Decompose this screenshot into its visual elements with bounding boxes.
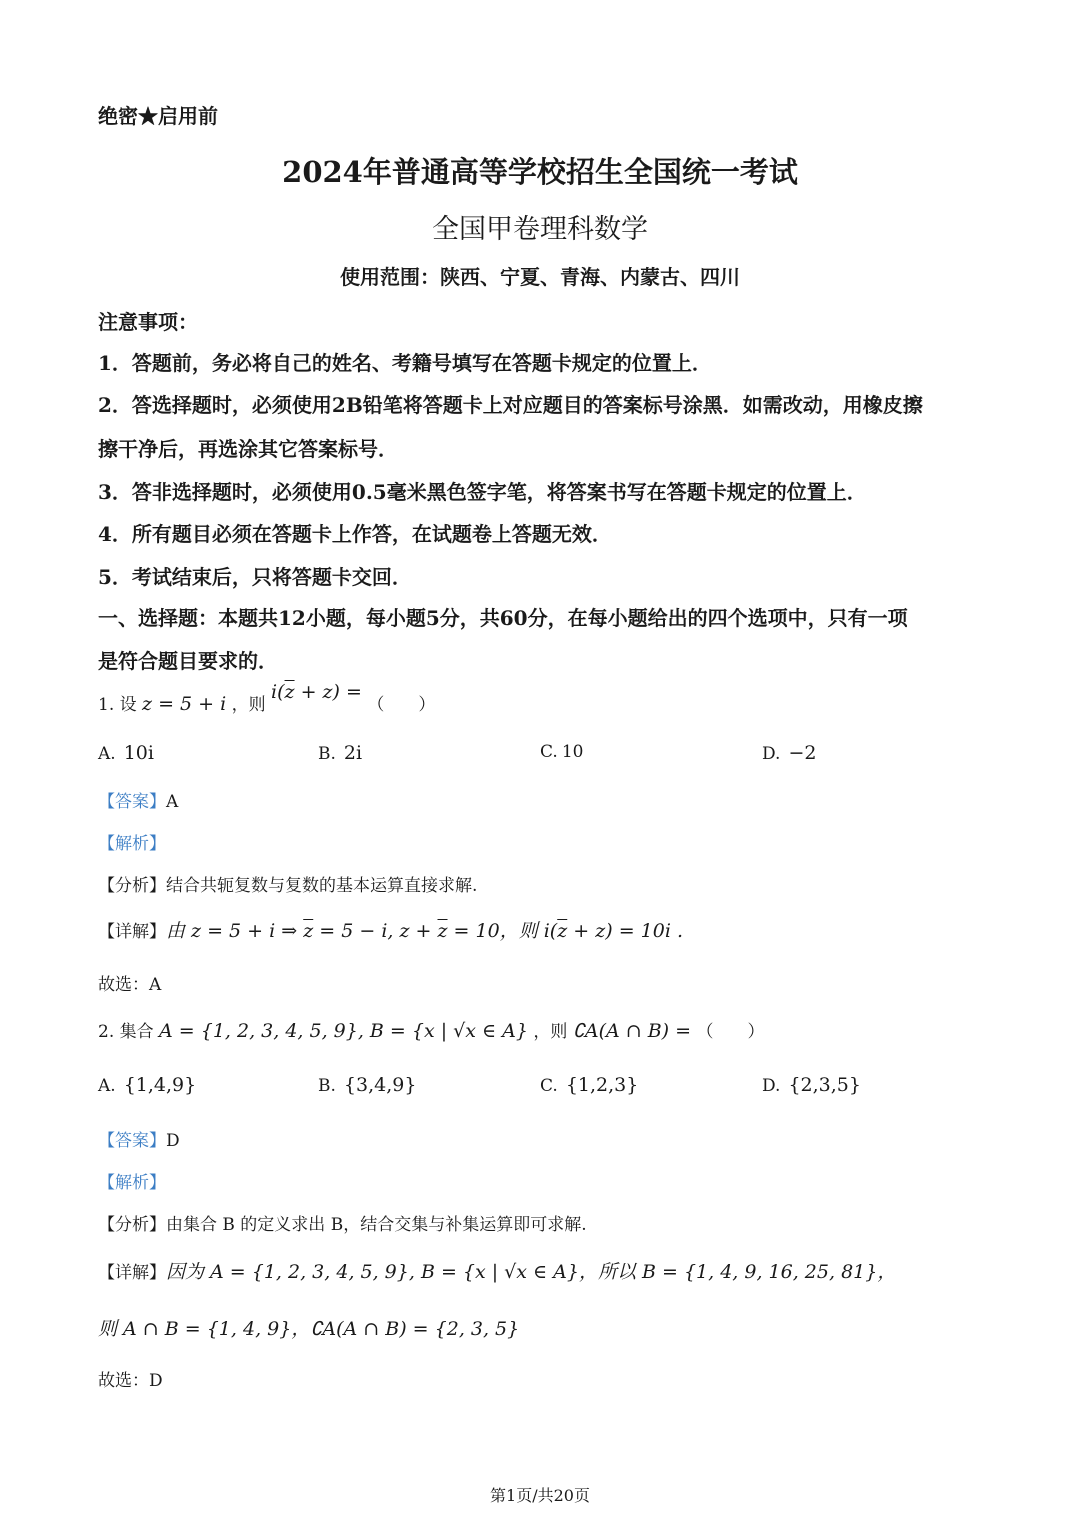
q2-option-d: D. {2,3,5} xyxy=(762,1074,861,1096)
q1-option-a: A. 10i xyxy=(98,742,154,764)
q2-option-a: A. {1,4,9} xyxy=(98,1074,197,1096)
exam-title: 2024年普通高等学校招生全国统一考试 xyxy=(282,155,798,189)
q2-option-c: C. {1,2,3} xyxy=(540,1074,639,1096)
q2-answer: 【答案】D xyxy=(98,1131,180,1151)
q1-detail: 【详解】由 z = 5 + i ⇒ $\overline{z} = 5 - i$, $z + \overline{z} = 10$，则 $i(\overline{z} + z) = 10i$ . xyxy=(98,920,684,942)
notice-item: 擦干净后，再选涂其它答案标号． xyxy=(98,437,398,461)
q2-analysis-tag: 【解析】 xyxy=(98,1173,166,1193)
q2-detail-line1: 【详解】因为 A = {1, 2, 3, 4, 5, 9}, B = {x | √x ∈ A}，所以 B = {1, 4, 9, 16, 25, 81}， xyxy=(98,1261,897,1283)
q2-choose: 故选：D xyxy=(98,1371,163,1391)
q2-detail-line2: 则 A ∩ B = {1, 4, 9}，∁A(A ∩ B) = {2, 3, 5} xyxy=(98,1318,520,1340)
q1-option-c: C. 10 xyxy=(540,742,584,762)
q1-answer: 【答案】A xyxy=(98,792,179,812)
q2-option-b: B. {3,4,9} xyxy=(318,1074,417,1096)
secret-label: 绝密★启用前 xyxy=(98,104,218,128)
q1-option-d: D. −2 xyxy=(762,742,817,764)
q1-prefix: 1. 设 xyxy=(98,695,137,715)
q2-fenxi: 【分析】由集合 B 的定义求出 B，结合交集与补集运算即可求解. xyxy=(98,1215,587,1235)
notice-item: 2．答选择题时，必须使用2B铅笔将答题卡上对应题目的答案标号涂黑．如需改动，用橡皮擦 xyxy=(98,393,923,417)
q1-analysis-tag: 【解析】 xyxy=(98,834,166,854)
question-2-stem: 2. 集合 A = {1, 2, 3, 4, 5, 9}, B = {x | √x ∈ A} ，则 ∁A(A ∩ B) = （ ） xyxy=(98,1020,765,1042)
notice-item: 1．答题前，务必将自己的姓名、考籍号填写在答题卡规定的位置上． xyxy=(98,351,712,375)
page-footer: 第1页/共20页 xyxy=(490,1486,590,1505)
notice-item: 5．考试结束后，只将答题卡交回． xyxy=(98,565,412,589)
q1-blank: （ ） xyxy=(367,695,436,715)
q1-given: z = 5 + i xyxy=(142,693,227,715)
notice-item: 3．答非选择题时，必须使用0.5毫米黑色签字笔，将答案书写在答题卡规定的位置上． xyxy=(98,480,867,504)
q1-mid: ，则 xyxy=(231,695,266,715)
q1-choose: 故选：A xyxy=(98,975,162,995)
question-1-stem xyxy=(98,681,436,715)
section-heading-cont: 是符合题目要求的． xyxy=(98,649,278,673)
scope-line: 使用范围：陕西、宁夏、青海、内蒙古、四川 xyxy=(340,265,740,289)
q1-expression: $i(\overline{z} + z)$ = xyxy=(271,681,362,703)
exam-subtitle: 全国甲卷理科数学 xyxy=(432,214,648,245)
section-heading: 一、选择题：本题共12小题，每小题5分，共60分，在每小题给出的四个选项中，只有一项 xyxy=(98,606,908,630)
notice-heading: 注意事项： xyxy=(98,310,198,334)
q1-fenxi: 【分析】结合共轭复数与复数的基本运算直接求解. xyxy=(98,876,478,896)
notice-item: 4．所有题目必须在答题卡上作答，在试题卷上答题无效． xyxy=(98,522,612,546)
q1-option-b: B. 2i xyxy=(318,742,363,764)
